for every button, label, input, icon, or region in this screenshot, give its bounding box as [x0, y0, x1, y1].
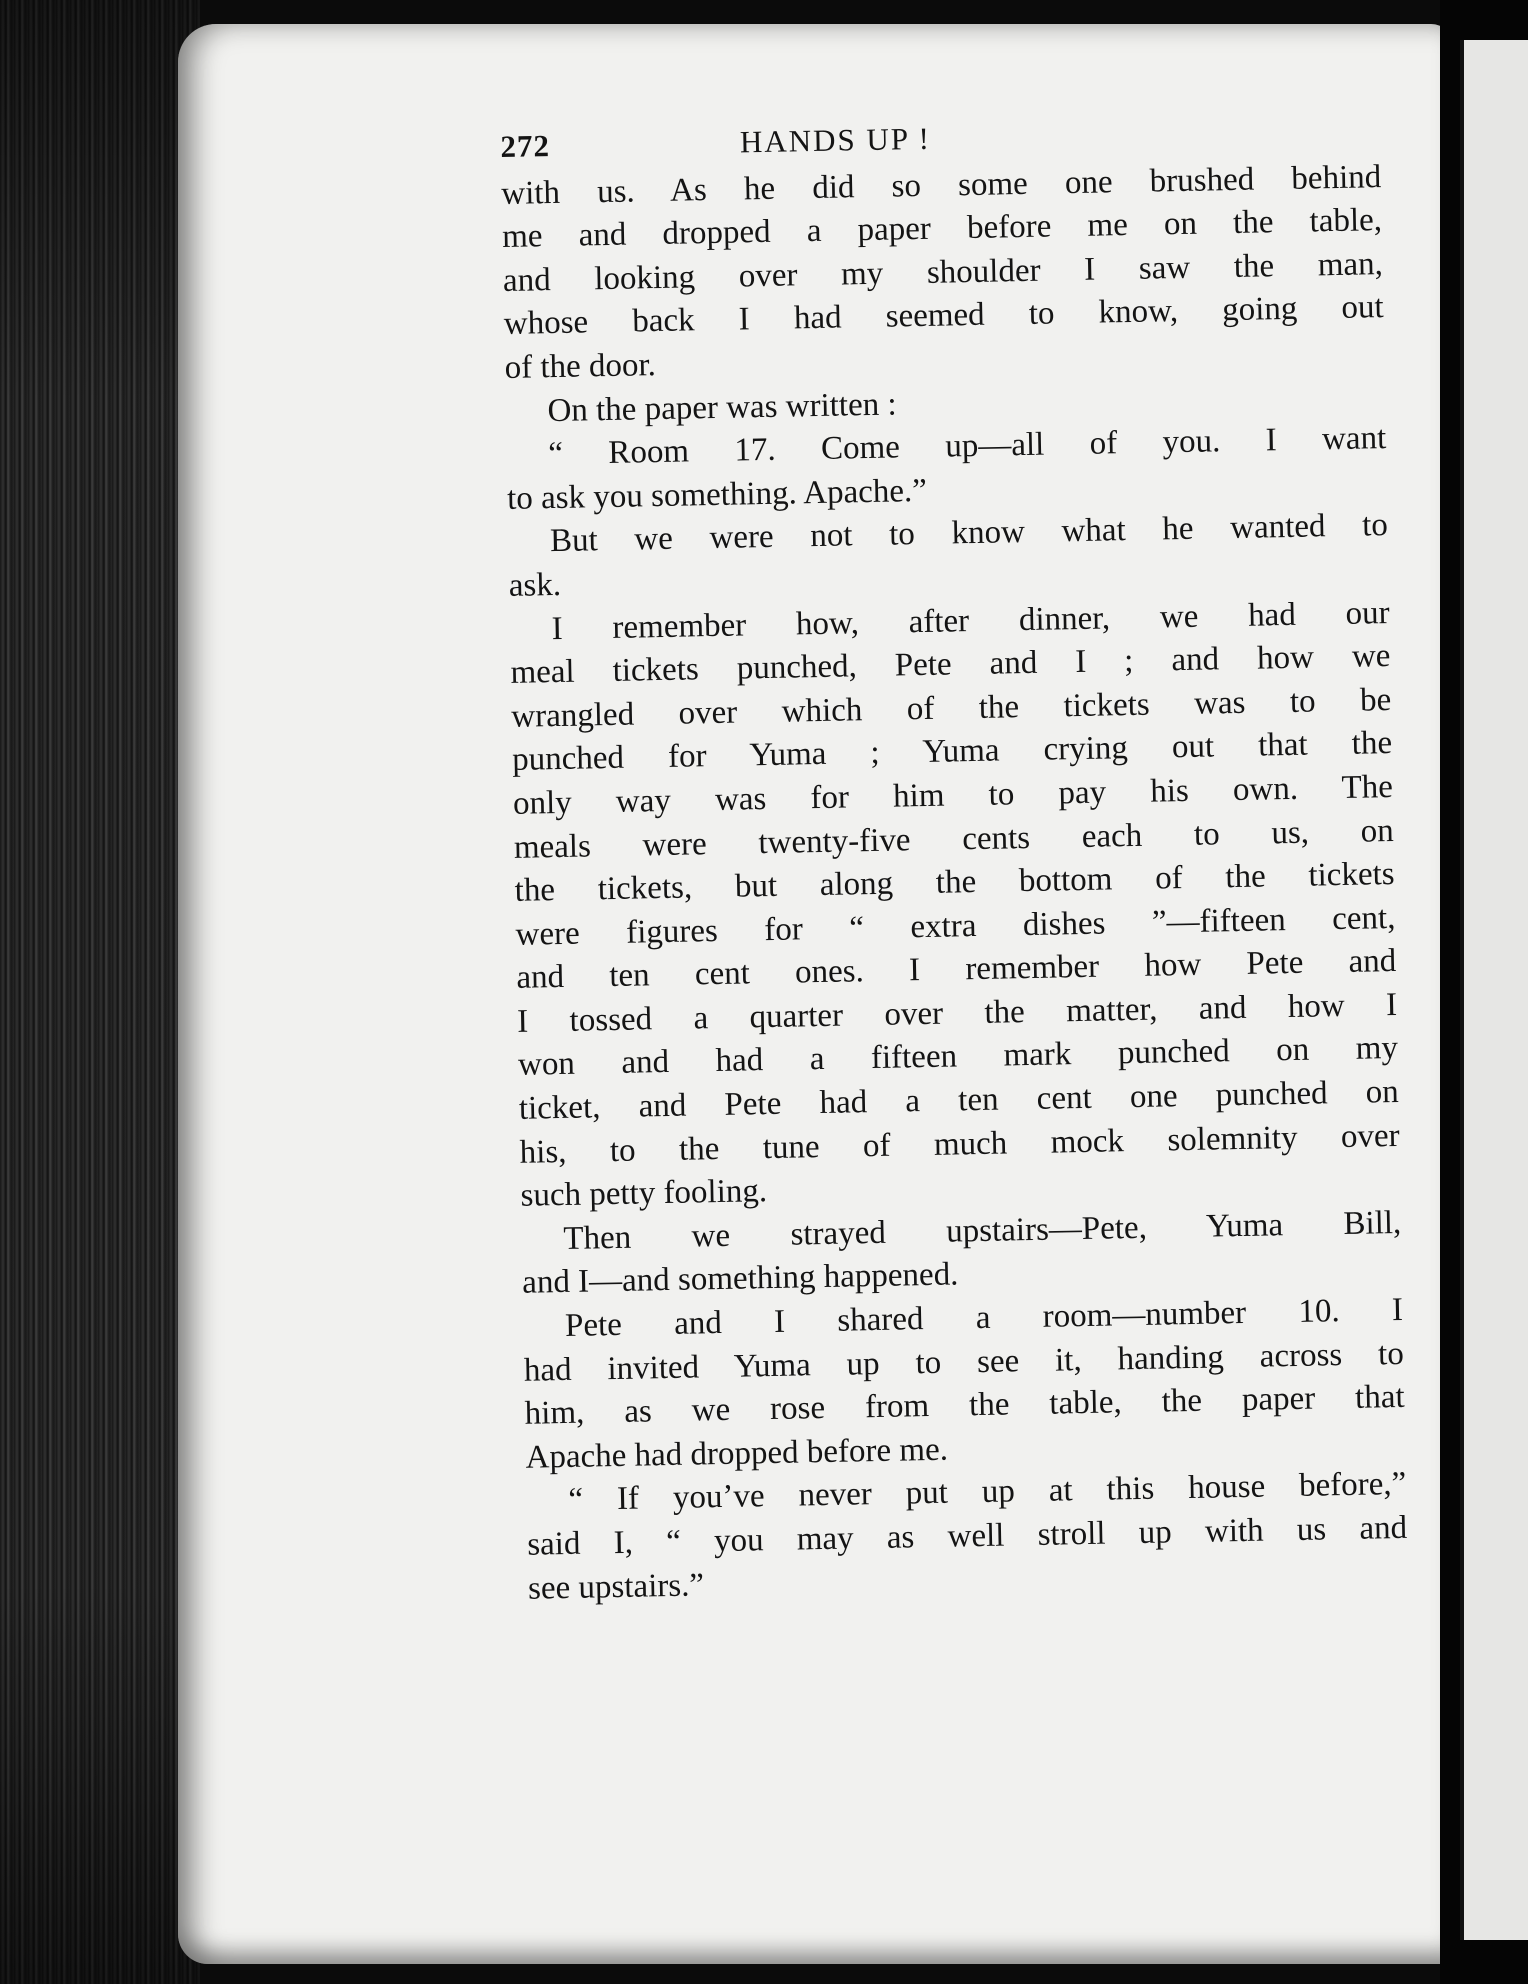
- text-line: I remember how, after dinner, we had our: [551, 594, 1390, 647]
- text-line: and ten cent ones. I remember how Pete and: [516, 943, 1397, 997]
- text-line: On the paper was written :: [547, 386, 897, 429]
- facing-page-edge: [1460, 40, 1528, 1940]
- text-line: his, to the tune of much mock solemnity over: [519, 1117, 1400, 1171]
- text-line: him, as we rose from the table, the paper that: [524, 1379, 1405, 1432]
- text-line: Apache had dropped before me.: [525, 1431, 949, 1476]
- text-line: see upstairs.”: [527, 1566, 705, 1607]
- text-line: whose back I had seemed to know, going out: [503, 289, 1385, 343]
- running-head: HANDS UP !: [739, 120, 932, 160]
- page-edges: [0, 0, 200, 1984]
- text-line: I tossed a quarter over the matter, and how I: [516, 986, 1398, 1040]
- text-line: ask.: [508, 566, 562, 604]
- text-line: of the door.: [504, 347, 657, 386]
- text-line: only way was for him to pay his own. The: [512, 768, 1394, 822]
- text-line: to ask you something. Apache.”: [506, 472, 928, 517]
- text-line: wrangled over which of the tickets was to be: [511, 681, 1392, 735]
- text-line: Then we strayed upstairs—Pete, Yuma Bill,: [563, 1204, 1402, 1257]
- text-line: said I, “ you may as well stroll up with us and: [526, 1509, 1408, 1563]
- text-line: “ Room 17. Come up—all of you. I want: [547, 420, 1387, 473]
- text-line: and looking over my shoulder I saw the man,: [502, 245, 1384, 299]
- text-line: me and dropped a paper before me on the table,: [501, 202, 1383, 256]
- text-line: were figures for “ extra dishes ”—fifteen cent,: [515, 899, 1396, 953]
- text-line: and I—and something happened.: [521, 1256, 959, 1302]
- text-line: meals were twenty-five cents each to us, on: [513, 812, 1395, 866]
- body-text: [501, 156, 1408, 1611]
- text-line: won and had a fifteen mark punched on my: [517, 1030, 1399, 1084]
- page-text-block: [500, 108, 1408, 1611]
- text-line: Pete and I shared a room—number 10. I: [564, 1291, 1404, 1345]
- page-number: 272: [500, 128, 551, 164]
- text-line: punched for Yuma ; Yuma crying out that the: [511, 725, 1393, 779]
- text-line: the tickets, but along the bottom of the tickets: [514, 856, 1395, 909]
- text-line: such petty fooling.: [520, 1173, 768, 1215]
- text-line: meal tickets punched, Pete and I ; and how we: [510, 638, 1391, 692]
- text-line: ticket, and Pete had a ten cent one punched on: [518, 1073, 1400, 1127]
- text-line: But we were not to know what he wanted to: [549, 507, 1389, 560]
- text-line: had invited Yuma up to see it, handing across to: [523, 1335, 1405, 1389]
- text-line: “ If you’ve never put up at this house before,”: [568, 1466, 1407, 1519]
- text-line: with us. As he did so some one brushed behind: [500, 158, 1382, 212]
